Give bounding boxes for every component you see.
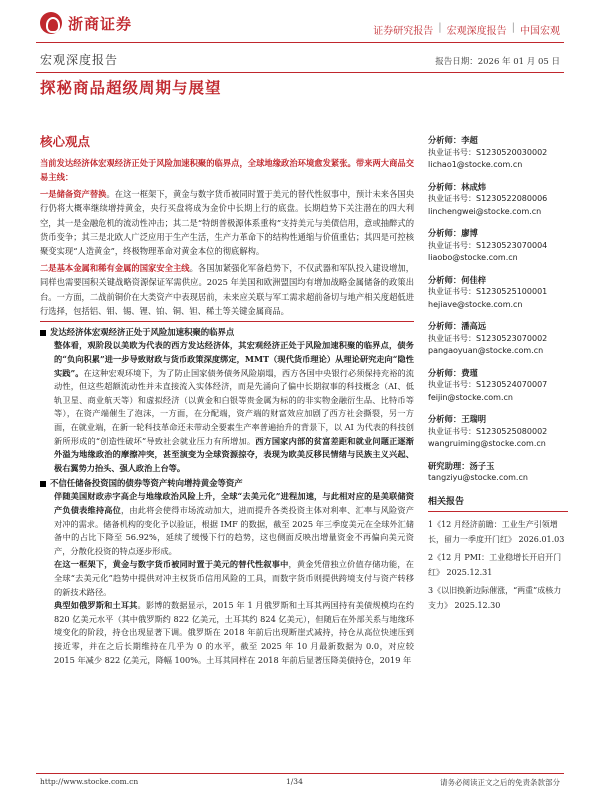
core-point-2-lead: 二是基本金属和稀有金属的国家安全主线 [40,262,190,273]
analyst-name: 分析师：李超 [428,135,478,145]
analyst-license: 执业证书号：S1230523070004 [428,240,548,250]
body-run: ，黄金凭借独立价值存储功能，在全球“去美元化”趋势中提供对冲主权货币信用风险的工具，而数字货币则提供跨境支付与资产转移的新技术路径。 [54,559,414,597]
nav-item-research: 证券研究报告 [373,26,434,37]
analyst-license: 执业证书号：S1230524070007 [428,380,548,389]
core-point-2 [40,261,414,319]
analyst-card [428,367,568,405]
analyst-license: 执业证书号：S1230520030002 [428,147,548,157]
analyst-card [428,320,568,358]
related-report-link[interactable]: 2《12 月 PMI：工业稳增长开启开门红》 2025.12.31 [428,552,562,577]
report-type: 宏观深度报告 [40,53,119,67]
analyst-email[interactable]: pangaoyuan@stocke.com.cn [428,346,544,355]
analyst-email[interactable]: liaobo@stocke.com.cn [428,253,518,262]
core-point-1-text: 。在这一框架下，黄金与数字货币被同时置于美元的替代性叙事中，预计未来各国央行仍将大概率继续增持黄金，央行买盘将成为金价中长期上行的底盘。长期趋势下关注潜在的四大利空，其一是金融危机的流动性冲击；其二是“特朗普极源体系重构”支持美元与美债信用，意或抽醉式的货币变争；其三是北欧人广泛应用于生产生活，生产力革命下的结构性通缩与价值重估；其四是可控核聚变实现“人造黄金”，终极物理革命对黄金本位的彻底解构。 [40,188,414,257]
analyst-card [428,460,568,485]
report-date: 报告日期：2026 年 01 月 05 日 [435,57,560,67]
related-report-link[interactable]: 1《12 月经济前瞻：工业生产引领增长，留力一季度开门红》 2026.01.03 [428,519,565,544]
body-run: 在这一框架下，黄金与数字货币被同时置于美元的替代性叙事中 [54,559,289,570]
analyst-name: 分析师：王瑞明 [428,414,487,424]
nav-separator: | [511,22,515,33]
section-heading: 不信任储备投资国的债券等资产转向增持黄金等资产 [40,477,414,490]
footer-disclaimer: 请务必阅读正文之后的免责条款部分 [440,778,560,787]
analyst-card [428,181,568,219]
section-heading: 发达经济体宏观经济正处于风险加速积聚的临界点 [40,326,414,339]
analyst-name: 研究助理：汤子玉 [428,460,495,471]
brand-logo [40,12,132,34]
section-body [40,339,414,475]
main-content [40,132,414,667]
analyst-license: 执业证书号：S1230525080002 [428,426,548,436]
nav-item-macro-depth: 宏观深度报告 [446,26,507,37]
analyst-email[interactable]: linchengwei@stocke.com.cn [428,206,542,216]
header-divider [36,42,564,43]
brand-name: 浙商证券 [68,14,133,33]
body-run: 伴随美国财政赤字高企与地缘政治风险上升，全球“去美元化”进程加速，与此相对应的是美联储资产负债表维持高位 [54,491,414,515]
sidebar [428,134,568,616]
core-heading: 核心观点 [40,134,91,149]
title-divider [36,72,564,73]
section-body [40,558,414,599]
core-point-1-lead: 一是储备资产替换 [40,188,107,199]
analyst-license: 执业证书号：S1230522080006 [428,194,548,203]
analyst-email[interactable]: lichao1@stocke.com.cn [428,160,523,169]
core-point-1 [40,187,414,259]
body-run: 在这种宏观环境下，为了防止国家债务债务风险崩塌，西方各国中央银行必须保持充裕的流动性，但这些超额流动性并未直接流入实体经济，而是先涌向了偏中长期叙事的科技概念（AI、低轨卫星、商业航天等）和虚拟经济（以黄金和白银等贵金属为标的的非实物金融衍生品、比特币等等），在资产端催生了泡沫，一方面，在分配端，资产端的财富效应加剧了西方社会撕裂，另一方面，在就业端，在新一轮科技革命还未带动全要素生产率普遍抬升的背景下，以 AI 为代表的科技创新所形成的“创造性破坏”导致社会就业压力有所增加。 [54,367,414,446]
nav-separator: | [438,22,442,33]
analyst-email[interactable]: hejiave@stocke.com.cn [428,299,523,309]
analyst-email[interactable]: wangruiming@stocke.com.cn [428,439,546,448]
analyst-email[interactable]: feijin@stocke.com.cn [428,392,513,402]
related-report-link[interactable]: 3《以旧换新边际催涨，“两重”成核力支力》 2025.12.30 [428,585,562,610]
analyst-card [428,413,568,451]
related-reports-heading: 相关报告 [428,494,568,512]
page-number: 1/34 [286,777,303,786]
analyst-name: 分析师：廖博 [428,228,478,238]
analyst-name: 分析师：林成炜 [428,181,487,192]
body-run: 整体看，观阶段以美欧为代表的西方发达经济体，其宏观经济正处于风险加速积聚的临界点，债务的“负向积累”进一步导致财政与货币政策深度绑定，MMT（现代货币理论）从理论研究走向“隐性实践”。 [54,340,414,378]
body-run: ，由此将会使得市场流动加大，进而提升各类投资主体对利率、汇率与风险资产对冲的需求。储备机构的变化予以验证，根据 IMF 的数据，截至 2025 年三季度美元在全球外汇储备中的占比下降至 56.92%，延续了缓慢下行的趋势，这也侧面反映出增量资金不再偏向美元资产，分散化投资的特点逐步形成。 [54,505,414,556]
section-body [40,599,414,667]
footer-site-link[interactable]: http://www.stocke.com.cn [40,777,139,786]
section-divider [40,321,414,322]
page-title: 探秘商品超级周期与展望 [40,78,222,97]
nav-item-china-macro: 中国宏观 [520,26,560,37]
analyst-card [428,227,568,265]
analyst-license: 执业证书号：S1230523070002 [428,333,548,343]
analyst-license: 执业证书号：S1230525100001 [428,287,548,296]
core-point-2-text: 。各国加紧强化军备趋势下，不仅武器和军队投入建设增加，同样也需要国积关键战略资源保证军需供应。2025 年美国和欧洲盟国均有增加战略金属储备的政策出台。一方面，二战前铜价在大类资产中表现居前，未来应关联与军工需求超前备切与地产相关度超低进行选择，包括铝、钼、锡、锂、铂、铜、钽、稀土等关键金属商品。 [40,262,414,317]
logo-icon [40,12,62,34]
body-run: 典型如俄罗斯和土耳其 [54,600,138,611]
body-run: 。影博的数据显示，2015 年 1 月俄罗斯和土耳其两国持有美债规模均在约 820 亿美元水平（其中俄罗斯约 822 亿美元，土耳其约 824 亿美元），但随后在外部关系与地缘环境变化的阶段，持仓出现显著下调。俄罗斯在 2018 年前后出现断崖式减持，持仓从高位快速压到接近零，并在之后长期维持在几乎为 0 的水平，截至 2025 年 10 月最新数据为 0.0，对应较 2015 年减少 822 亿美元，降幅 100%。土耳其同样在 2018 年前后显著压降美债持仓，2019 年 [54,600,414,665]
analyst-name: 分析师：潘高远 [428,321,487,331]
core-intro: 当前发达经济体宏观经济正处于风险加速积聚的临界点，全球地缘政治环境愈发紧张。带来两大商品交易主线： [40,158,414,183]
footer-divider [36,773,564,774]
body-run: 西方国家内部的贫富差距和就业问题正逐渐外溢为地缘政治的摩擦冲突，甚至演变为全球资源掠夺，表现为欧美反移民情绪与民族主义兴起、极右翼势力抬头、强人政治上台等。 [54,435,414,473]
analyst-card [428,134,568,172]
analyst-card [428,274,568,312]
top-nav [373,22,560,37]
section-body [40,490,414,558]
analyst-name: 分析师：费瑾 [428,367,478,378]
analyst-name: 分析师：何佳梓 [428,274,487,285]
analyst-email[interactable]: tangziyu@stocke.com.cn [428,473,528,482]
